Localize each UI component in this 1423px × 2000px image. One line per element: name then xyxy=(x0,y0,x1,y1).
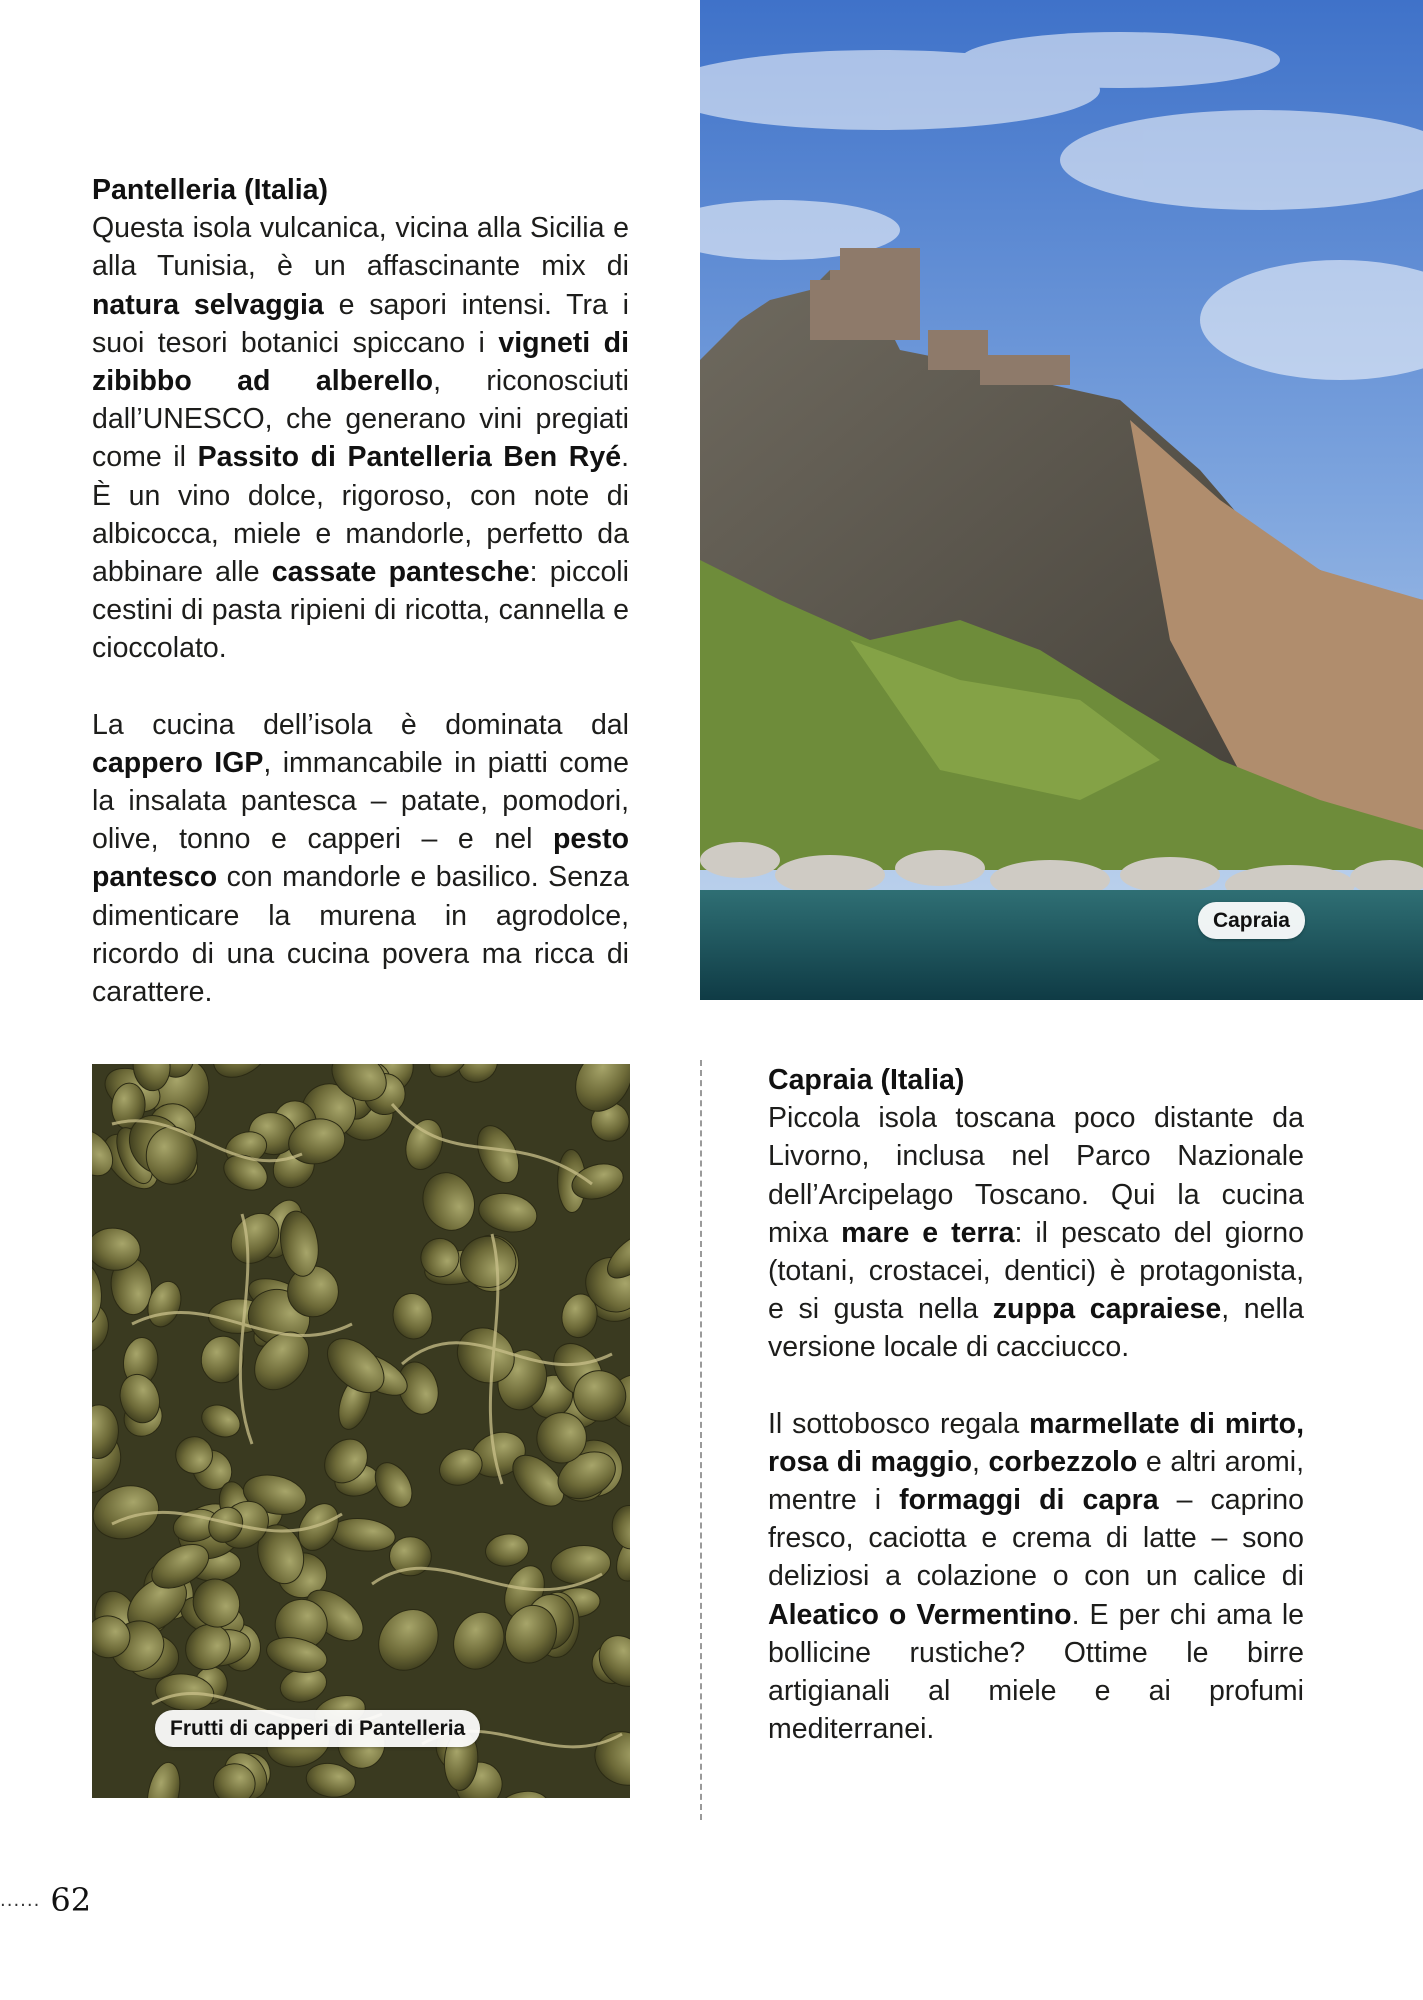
text-run: Il sottobosco regala xyxy=(768,1407,1030,1440)
text-run: . È un vino dolce, rigoroso, con note di albicocca, miele e mandorle, perfetto da abbinare alle xyxy=(92,441,629,589)
page-footer xyxy=(0,1880,91,1920)
capers-illustration xyxy=(92,1064,630,1798)
highlight: Passito di Pantelleria Ben Ryé xyxy=(197,441,622,474)
footer-dots: ...... xyxy=(0,1889,41,1911)
highlight: cappero IGP xyxy=(92,746,264,779)
text-run: con mandorle e basilico. Senza dimenticare la murena in agrodolce, ricordo di una cucina povera ma ricca di carattere. xyxy=(92,861,629,1009)
capers-photo xyxy=(92,1064,630,1798)
capraia-title: Capraia (Italia) xyxy=(768,1064,965,1096)
capers-caption: Frutti di capperi di Pantelleria xyxy=(155,1710,480,1747)
pantelleria-title: Pantelleria (Italia) xyxy=(92,174,329,206)
capraia-section xyxy=(768,1061,1304,1748)
capraia-paragraph-2 xyxy=(768,1405,1304,1749)
pantelleria-section xyxy=(92,171,629,1011)
text-run: , immancabile in piatti come la insalata pantesca – patate, pomodori, olive, tonno e capperi – e nel xyxy=(92,746,629,856)
text-run: , riconosciuti dall’UNESCO, che generano vini pregiati come il xyxy=(92,365,629,474)
highlight: pesto pantesco xyxy=(92,823,629,894)
text-run: : piccoli cestini di pasta ripieni di ricotta, cannella e cioccolato. xyxy=(92,556,629,665)
page-number: 62 xyxy=(50,1881,92,1919)
highlight: natura selvaggia xyxy=(92,288,324,321)
capraia-cliff-illustration xyxy=(700,0,1423,1000)
highlight: marmellate di mirto, rosa di maggio xyxy=(768,1407,1304,1478)
pantelleria-paragraph-2 xyxy=(92,706,629,1012)
text-run: e sapori intensi. Tra i suoi tesori botanici spiccano i xyxy=(92,288,629,359)
highlight: mare e terra xyxy=(841,1216,1015,1249)
capraia-photo xyxy=(700,0,1423,1000)
highlight: cassate pantesche xyxy=(271,556,530,589)
highlight: zuppa capraiese xyxy=(992,1293,1222,1326)
text-run: . E per chi ama le bollicine rustiche? Ottime le birre artigianali al miele e ai profumi mediterranei. xyxy=(768,1598,1305,1746)
text-run: Piccola isola toscana poco distante da Livorno, inclusa nel Parco Nazionale dell’Arcipelago Toscano. Qui la cucina mixa xyxy=(768,1102,1304,1249)
text-run: , nella versione locale di cacciucco. xyxy=(768,1293,1304,1364)
text-run: e altri aromi, mentre i xyxy=(768,1445,1304,1517)
text-run: – caprino fresco, caciotta e crema di latte – sono deliziosi a colazione o con un calice di xyxy=(768,1484,1304,1593)
capraia-paragraph-1 xyxy=(768,1099,1304,1366)
text-run: Questa isola vulcanica, vicina alla Sicilia e alla Tunisia, è un affascinante mix di xyxy=(92,212,629,283)
text-run: : il pescato del giorno (totani, crostacei, dentici) è protagonista, e si gusta nella xyxy=(768,1216,1304,1326)
highlight: corbezzolo xyxy=(988,1445,1138,1478)
highlight: vigneti di zibibbo ad alberello xyxy=(92,326,629,398)
pantelleria-paragraph-1 xyxy=(92,209,629,667)
highlight: Aleatico o Vermentino xyxy=(768,1598,1072,1631)
text-run: La cucina dell’isola è dominata dal xyxy=(92,708,629,741)
highlight: formaggi di capra xyxy=(899,1484,1159,1517)
capraia-caption: Capraia xyxy=(1198,902,1305,939)
text-run: , xyxy=(972,1445,989,1478)
column-divider xyxy=(700,1060,702,1820)
